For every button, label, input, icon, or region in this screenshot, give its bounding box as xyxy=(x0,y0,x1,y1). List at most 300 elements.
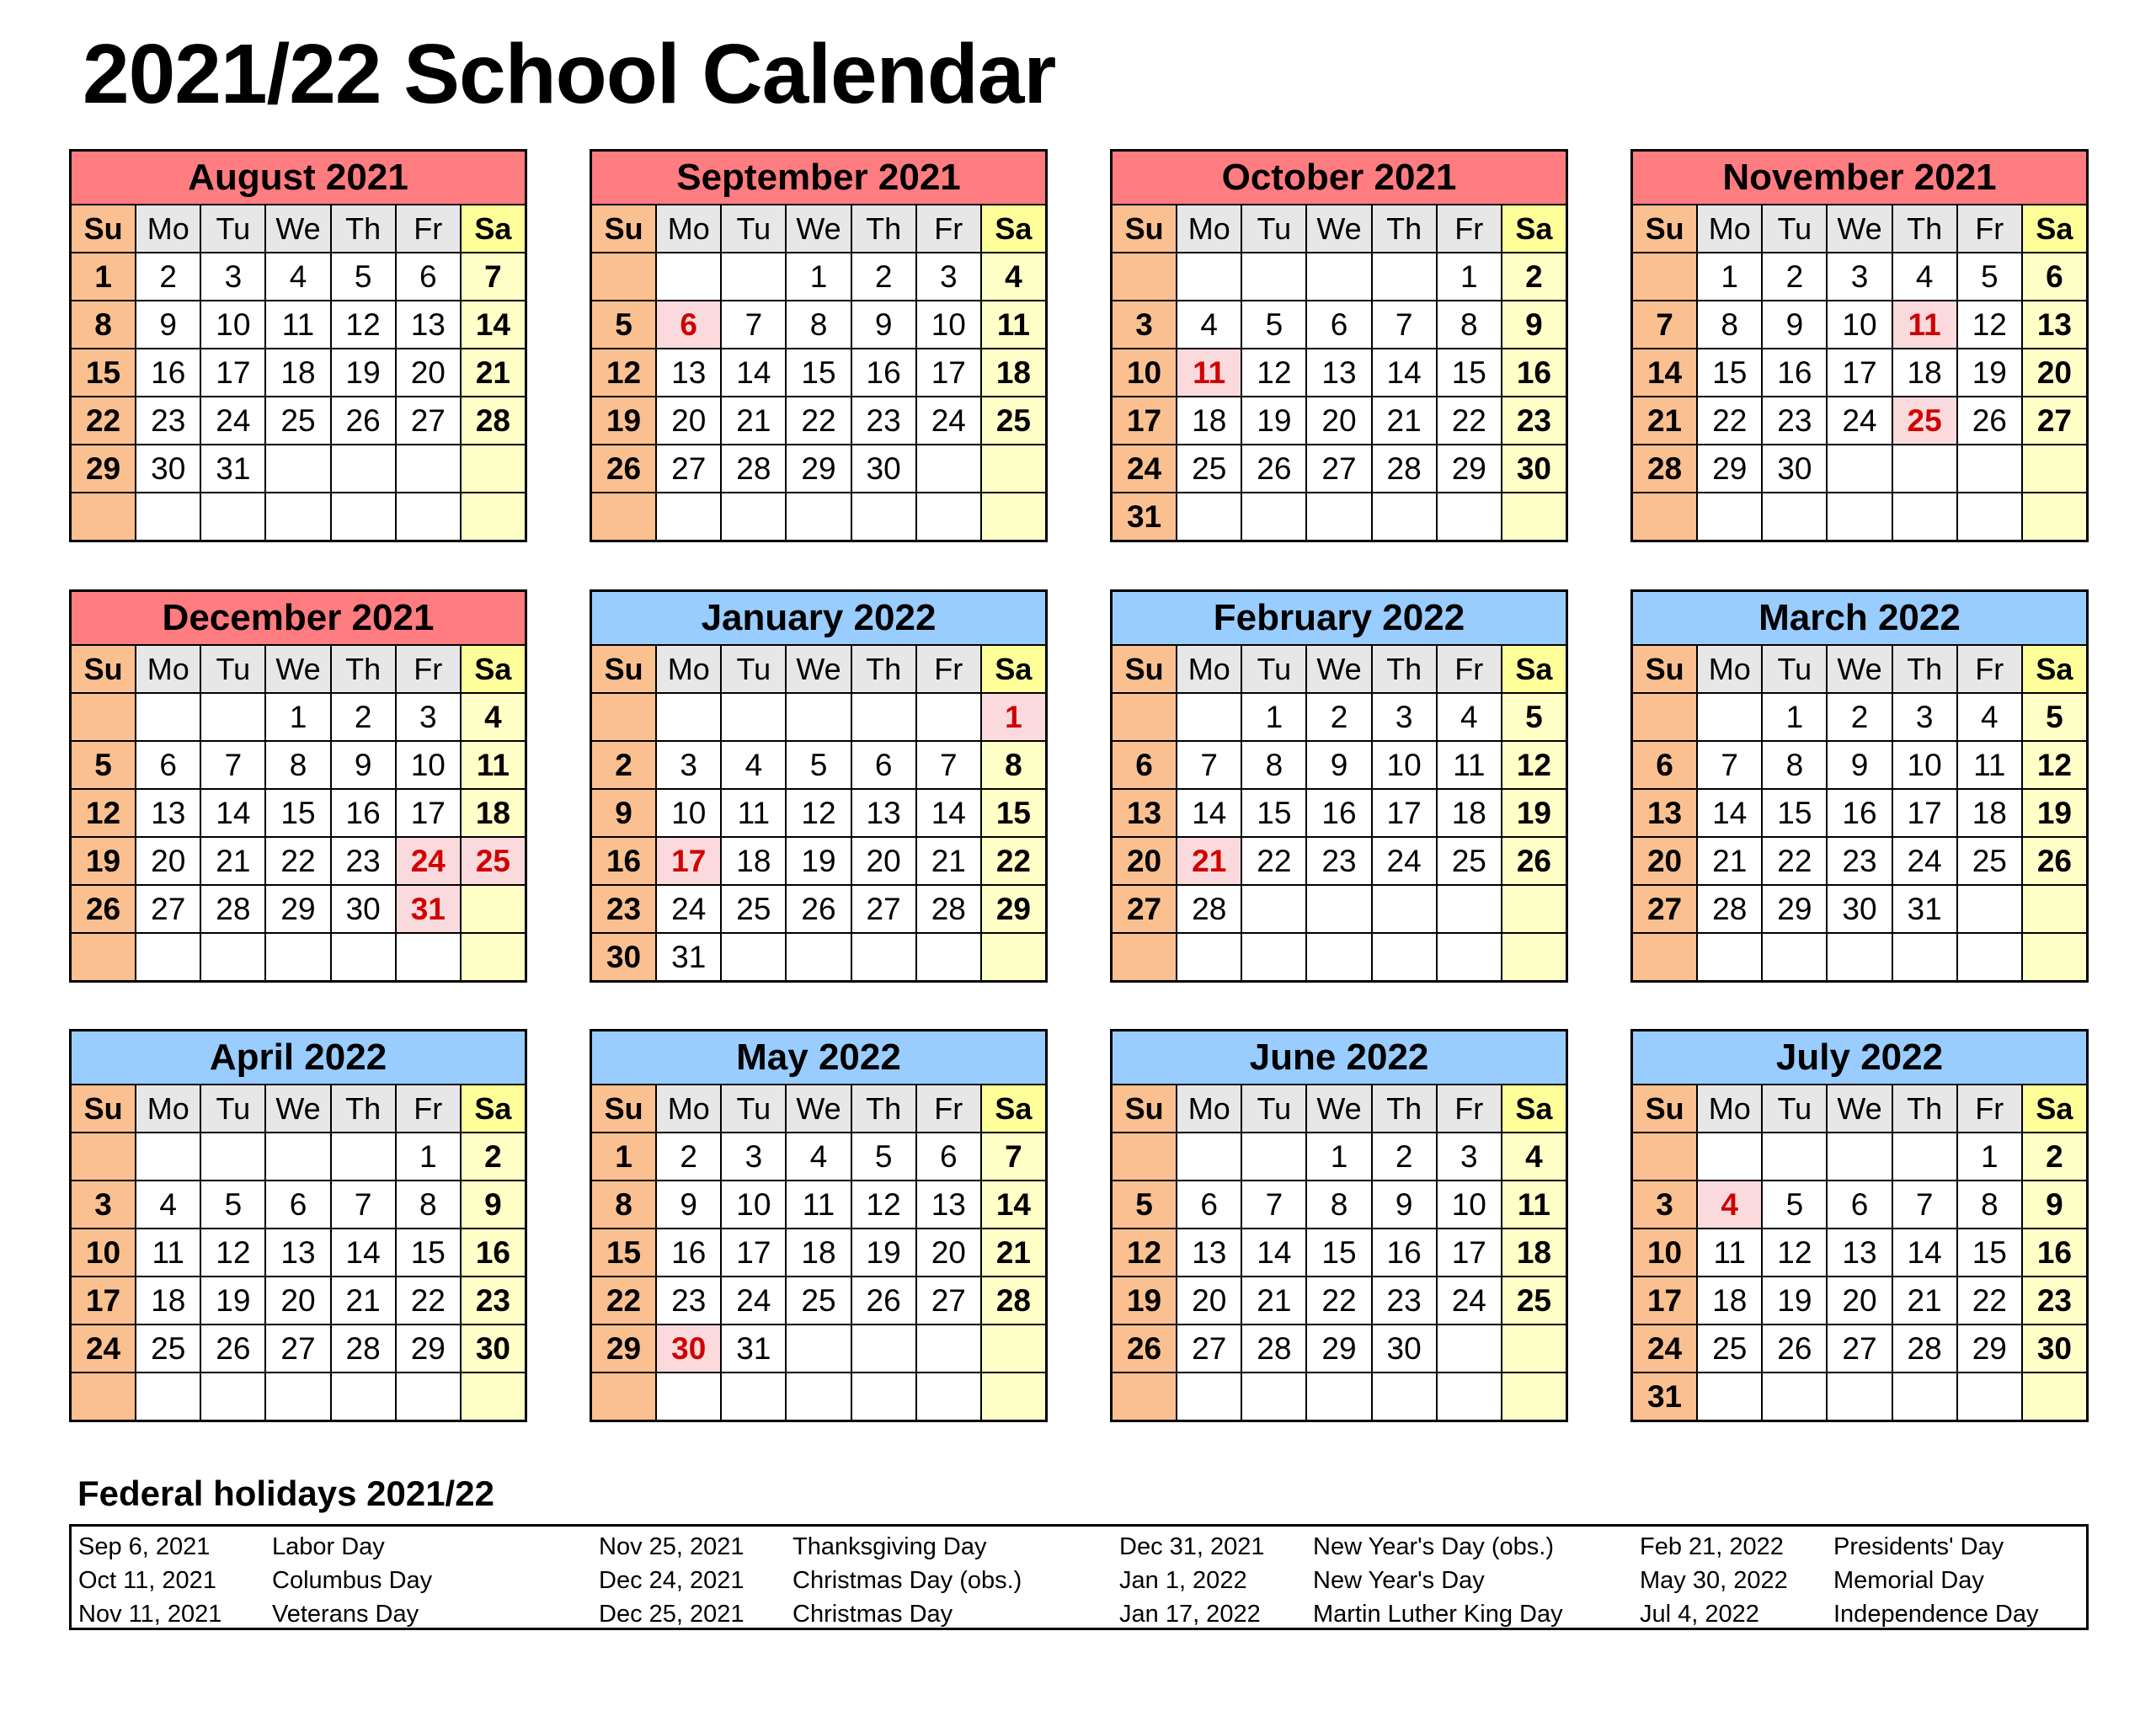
day-cell: 17 xyxy=(1113,397,1176,444)
day-cell: 21 xyxy=(1373,397,1436,444)
day-cell: 10 xyxy=(1633,1229,1696,1276)
day-cell: 11 xyxy=(136,1229,200,1276)
day-cell: 8 xyxy=(592,1181,655,1228)
day-cell: 27 xyxy=(397,397,460,444)
empty-day-cell xyxy=(722,694,785,740)
empty-day-cell xyxy=(1893,934,1956,980)
day-cell: 13 xyxy=(2023,301,2086,348)
day-cell: 19 xyxy=(1113,1277,1176,1324)
empty-day-cell xyxy=(1893,1373,1956,1420)
weekday-header: We xyxy=(1307,1085,1370,1132)
empty-day-cell xyxy=(1958,1373,2021,1420)
empty-day-cell xyxy=(1242,886,1305,932)
weekday-header: Su xyxy=(72,205,135,252)
day-cell: 6 xyxy=(1307,301,1370,348)
day-cell: 22 xyxy=(592,1277,655,1324)
day-cell: 12 xyxy=(201,1229,264,1276)
day-cell: 27 xyxy=(1307,445,1370,492)
holiday-row xyxy=(1119,1597,1563,1631)
holiday-row xyxy=(599,1597,1022,1631)
day-cell: 26 xyxy=(1763,1325,1826,1372)
empty-day-cell xyxy=(1177,493,1241,540)
day-cell: 30 xyxy=(1502,445,1566,492)
holiday-date: Sep 6, 2021 xyxy=(78,1532,211,1560)
day-cell: 13 xyxy=(852,790,915,836)
day-cell: 29 xyxy=(1958,1325,2021,1372)
empty-day-cell xyxy=(332,1373,395,1420)
empty-day-cell xyxy=(1763,1373,1826,1420)
empty-day-cell xyxy=(1242,493,1305,540)
day-cell: 7 xyxy=(1242,1181,1305,1228)
empty-day-cell xyxy=(136,1133,200,1180)
day-cell: 11 xyxy=(462,742,525,788)
day-cell: 4 xyxy=(1177,301,1241,348)
holiday-name: Columbus Day xyxy=(272,1566,433,1594)
day-cell: 2 xyxy=(852,253,915,300)
day-cell: 26 xyxy=(332,397,395,444)
weekday-header: Th xyxy=(332,205,395,252)
day-cell: 26 xyxy=(787,886,850,932)
day-cell: 24 xyxy=(1893,838,1956,884)
empty-day-cell xyxy=(1763,493,1826,540)
day-cell: 6 xyxy=(397,253,460,300)
day-cell: 21 xyxy=(1698,838,1761,884)
day-cell: 12 xyxy=(72,790,135,836)
day-cell: 22 xyxy=(266,838,329,884)
empty-day-cell xyxy=(1373,253,1436,300)
empty-day-cell xyxy=(722,493,785,540)
empty-day-cell xyxy=(852,1373,915,1420)
day-cell: 7 xyxy=(982,1133,1045,1180)
empty-day-cell xyxy=(1698,934,1761,980)
day-cell: 2 xyxy=(1763,253,1826,300)
day-cell: 22 xyxy=(1307,1277,1370,1324)
empty-day-cell xyxy=(1502,493,1566,540)
day-cell: 23 xyxy=(657,1277,720,1324)
weekday-header: We xyxy=(1828,646,1891,692)
day-cell: 27 xyxy=(2023,397,2086,444)
empty-day-cell xyxy=(722,1373,785,1420)
empty-day-cell xyxy=(1177,1133,1241,1180)
day-cell: 28 xyxy=(1242,1325,1305,1372)
holiday-date: Dec 25, 2021 xyxy=(599,1600,744,1628)
day-cell: 19 xyxy=(72,838,135,884)
day-cell: 5 xyxy=(2023,694,2086,740)
weekday-header: Su xyxy=(1113,646,1176,692)
day-cell: 13 xyxy=(136,790,200,836)
weekday-header: Sa xyxy=(462,646,525,692)
weekday-header: Th xyxy=(852,646,915,692)
day-cell: 12 xyxy=(592,349,655,396)
day-cell: 6 xyxy=(136,742,200,788)
day-cell: 8 xyxy=(787,301,850,348)
day-cell: 18 xyxy=(1438,790,1501,836)
empty-day-cell xyxy=(1438,934,1501,980)
day-cell: 30 xyxy=(592,934,655,980)
weekday-header: Mo xyxy=(657,1085,720,1132)
holiday-day-cell: 11 xyxy=(1177,349,1241,396)
day-cell: 3 xyxy=(657,742,720,788)
day-cell: 29 xyxy=(397,1325,460,1372)
day-cell: 1 xyxy=(1698,253,1761,300)
empty-day-cell xyxy=(1633,253,1696,300)
empty-day-cell xyxy=(1307,934,1370,980)
empty-day-cell xyxy=(72,694,135,740)
day-cell: 26 xyxy=(852,1277,915,1324)
day-cell: 4 xyxy=(722,742,785,788)
day-cell: 26 xyxy=(72,886,135,932)
day-cell: 16 xyxy=(2023,1229,2086,1276)
empty-day-cell xyxy=(136,493,200,540)
day-cell: 5 xyxy=(592,301,655,348)
holiday-name: Independence Day xyxy=(1833,1600,2039,1628)
day-cell: 4 xyxy=(1893,253,1956,300)
day-cell: 29 xyxy=(1438,445,1501,492)
month-title: December 2021 xyxy=(72,592,525,644)
day-cell: 27 xyxy=(136,886,200,932)
empty-day-cell xyxy=(1502,1373,1566,1420)
day-cell: 23 xyxy=(1763,397,1826,444)
empty-day-cell xyxy=(462,934,525,980)
day-cell: 31 xyxy=(1113,493,1176,540)
empty-day-cell xyxy=(852,694,915,740)
empty-day-cell xyxy=(787,493,850,540)
day-cell: 8 xyxy=(1958,1181,2021,1228)
day-cell: 15 xyxy=(1763,790,1826,836)
day-cell: 21 xyxy=(462,349,525,396)
day-cell: 19 xyxy=(2023,790,2086,836)
empty-day-cell xyxy=(852,1325,915,1372)
weekday-header: Sa xyxy=(2023,205,2086,252)
day-cell: 31 xyxy=(1893,886,1956,932)
weekday-header: Tu xyxy=(1763,205,1826,252)
empty-day-cell xyxy=(1893,445,1956,492)
day-cell: 25 xyxy=(722,886,785,932)
weekday-header: Su xyxy=(1633,1085,1696,1132)
empty-day-cell xyxy=(1113,1373,1176,1420)
day-cell: 24 xyxy=(1373,838,1436,884)
empty-day-cell xyxy=(787,934,850,980)
weekday-header: Fr xyxy=(1958,646,2021,692)
weekday-header: We xyxy=(266,646,329,692)
day-cell: 23 xyxy=(1502,397,1566,444)
day-cell: 25 xyxy=(1438,838,1501,884)
day-cell: 14 xyxy=(1893,1229,1956,1276)
empty-day-cell xyxy=(1502,886,1566,932)
day-cell: 7 xyxy=(1373,301,1436,348)
day-cell: 2 xyxy=(332,694,395,740)
day-cell: 11 xyxy=(1958,742,2021,788)
weekday-header: Sa xyxy=(462,205,525,252)
day-cell: 10 xyxy=(917,301,980,348)
empty-day-cell xyxy=(1958,493,2021,540)
day-cell: 26 xyxy=(1113,1325,1176,1372)
day-cell: 25 xyxy=(1698,1325,1761,1372)
day-cell: 8 xyxy=(982,742,1045,788)
day-cell: 26 xyxy=(1958,397,2021,444)
day-cell: 23 xyxy=(592,886,655,932)
holiday-date: May 30, 2022 xyxy=(1640,1566,1788,1594)
day-cell: 10 xyxy=(201,301,264,348)
weekday-header: Mo xyxy=(1698,1085,1761,1132)
empty-day-cell xyxy=(592,1373,655,1420)
day-cell: 21 xyxy=(982,1229,1045,1276)
weekday-header: Fr xyxy=(1958,205,2021,252)
empty-day-cell xyxy=(201,694,264,740)
day-cell: 28 xyxy=(1698,886,1761,932)
empty-day-cell xyxy=(917,1373,980,1420)
day-cell: 14 xyxy=(722,349,785,396)
day-cell: 24 xyxy=(1828,397,1891,444)
weekday-header: Mo xyxy=(657,205,720,252)
day-cell: 18 xyxy=(1502,1229,1566,1276)
day-cell: 21 xyxy=(201,838,264,884)
weekday-header: Tu xyxy=(1242,205,1305,252)
holiday-name: Thanksgiving Day xyxy=(792,1532,987,1560)
weekday-header: Su xyxy=(592,1085,655,1132)
empty-day-cell xyxy=(917,445,980,492)
day-cell: 13 xyxy=(1307,349,1370,396)
day-cell: 6 xyxy=(852,742,915,788)
day-cell: 1 xyxy=(1242,694,1305,740)
day-cell: 30 xyxy=(1828,886,1891,932)
day-cell: 11 xyxy=(1502,1181,1566,1228)
day-cell: 18 xyxy=(722,838,785,884)
empty-day-cell xyxy=(1307,886,1370,932)
day-cell: 3 xyxy=(1113,301,1176,348)
day-cell: 17 xyxy=(1438,1229,1501,1276)
empty-day-cell xyxy=(592,253,655,300)
holiday-row xyxy=(78,1564,432,1597)
day-cell: 11 xyxy=(982,301,1045,348)
day-cell: 2 xyxy=(1307,694,1370,740)
empty-day-cell xyxy=(1113,253,1176,300)
weekday-header: We xyxy=(787,1085,850,1132)
day-cell: 12 xyxy=(1113,1229,1176,1276)
day-cell: 28 xyxy=(917,886,980,932)
day-cell: 5 xyxy=(1242,301,1305,348)
month-calendar xyxy=(1630,1029,2089,1422)
day-cell: 9 xyxy=(1828,742,1891,788)
day-cell: 30 xyxy=(852,445,915,492)
empty-day-cell xyxy=(2023,886,2086,932)
day-cell: 8 xyxy=(1438,301,1501,348)
month-title: March 2022 xyxy=(1633,592,2086,644)
weekday-header: Fr xyxy=(1438,646,1501,692)
day-cell: 1 xyxy=(1763,694,1826,740)
day-cell: 21 xyxy=(722,397,785,444)
empty-day-cell xyxy=(1763,1133,1826,1180)
day-cell: 17 xyxy=(397,790,460,836)
holiday-name: Veterans Day xyxy=(272,1600,419,1628)
day-cell: 25 xyxy=(787,1277,850,1324)
empty-day-cell xyxy=(397,493,460,540)
day-cell: 9 xyxy=(462,1181,525,1228)
day-cell: 1 xyxy=(397,1133,460,1180)
weekday-header: Sa xyxy=(982,646,1045,692)
empty-day-cell xyxy=(397,1373,460,1420)
day-cell: 7 xyxy=(462,253,525,300)
day-cell: 15 xyxy=(1438,349,1501,396)
weekday-header: Mo xyxy=(1698,205,1761,252)
empty-day-cell xyxy=(1828,1133,1891,1180)
empty-day-cell xyxy=(397,445,460,492)
day-cell: 15 xyxy=(1958,1229,2021,1276)
empty-day-cell xyxy=(1242,1133,1305,1180)
holiday-row xyxy=(1640,1564,2038,1597)
day-cell: 4 xyxy=(1502,1133,1566,1180)
day-cell: 16 xyxy=(1828,790,1891,836)
day-cell: 18 xyxy=(1698,1277,1761,1324)
day-cell: 29 xyxy=(266,886,329,932)
weekday-header: Su xyxy=(1113,1085,1176,1132)
holiday-day-cell: 25 xyxy=(1893,397,1956,444)
holiday-name: Memorial Day xyxy=(1833,1566,1984,1594)
day-cell: 23 xyxy=(1373,1277,1436,1324)
day-cell: 13 xyxy=(657,349,720,396)
day-cell: 27 xyxy=(266,1325,329,1372)
day-cell: 28 xyxy=(1373,445,1436,492)
day-cell: 18 xyxy=(1958,790,2021,836)
day-cell: 15 xyxy=(592,1229,655,1276)
month-calendar xyxy=(590,1029,1048,1422)
day-cell: 2 xyxy=(136,253,200,300)
day-cell: 30 xyxy=(1373,1325,1436,1372)
day-cell: 9 xyxy=(2023,1181,2086,1228)
empty-day-cell xyxy=(1438,493,1501,540)
holiday-day-cell: 6 xyxy=(657,301,720,348)
holiday-name: New Year's Day xyxy=(1313,1566,1485,1594)
day-cell: 22 xyxy=(397,1277,460,1324)
day-cell: 13 xyxy=(397,301,460,348)
day-cell: 3 xyxy=(72,1181,135,1228)
day-cell: 22 xyxy=(1438,397,1501,444)
weekday-header: We xyxy=(266,1085,329,1132)
empty-day-cell xyxy=(1438,886,1501,932)
empty-day-cell xyxy=(852,934,915,980)
day-cell: 10 xyxy=(397,742,460,788)
day-cell: 1 xyxy=(592,1133,655,1180)
day-cell: 16 xyxy=(592,838,655,884)
weekday-header: We xyxy=(1307,646,1370,692)
empty-day-cell xyxy=(462,1373,525,1420)
empty-day-cell xyxy=(982,934,1045,980)
day-cell: 9 xyxy=(592,790,655,836)
day-cell: 25 xyxy=(266,397,329,444)
empty-day-cell xyxy=(266,445,329,492)
holiday-day-cell: 30 xyxy=(657,1325,720,1372)
day-cell: 21 xyxy=(917,838,980,884)
day-cell: 12 xyxy=(1242,349,1305,396)
month-calendar xyxy=(1630,149,2089,542)
day-cell: 15 xyxy=(72,349,135,396)
day-cell: 25 xyxy=(136,1325,200,1372)
day-cell: 14 xyxy=(332,1229,395,1276)
weekday-header: Tu xyxy=(1242,1085,1305,1132)
empty-day-cell xyxy=(1438,1325,1501,1372)
day-cell: 11 xyxy=(1698,1229,1761,1276)
month-calendar xyxy=(69,149,527,542)
holiday-row xyxy=(1119,1564,1563,1597)
day-cell: 25 xyxy=(982,397,1045,444)
empty-day-cell xyxy=(1242,1373,1305,1420)
day-cell: 23 xyxy=(462,1277,525,1324)
day-cell: 10 xyxy=(1113,349,1176,396)
day-cell: 3 xyxy=(1373,694,1436,740)
empty-day-cell xyxy=(266,493,329,540)
day-cell: 2 xyxy=(657,1133,720,1180)
weekday-header: Fr xyxy=(917,205,980,252)
day-cell: 19 xyxy=(1502,790,1566,836)
day-cell: 5 xyxy=(1958,253,2021,300)
empty-day-cell xyxy=(72,1133,135,1180)
empty-day-cell xyxy=(72,934,135,980)
month-calendar xyxy=(590,149,1048,542)
day-cell: 3 xyxy=(722,1133,785,1180)
empty-day-cell xyxy=(982,1325,1045,1372)
empty-day-cell xyxy=(917,1325,980,1372)
empty-day-cell xyxy=(1698,493,1761,540)
day-cell: 19 xyxy=(852,1229,915,1276)
month-title: November 2021 xyxy=(1633,152,2086,204)
day-cell: 22 xyxy=(982,838,1045,884)
holiday-date: Dec 31, 2021 xyxy=(1119,1532,1265,1560)
day-cell: 27 xyxy=(1177,1325,1241,1372)
weekday-header: Tu xyxy=(1763,646,1826,692)
day-cell: 9 xyxy=(1502,301,1566,348)
day-cell: 2 xyxy=(1828,694,1891,740)
day-cell: 6 xyxy=(1633,742,1696,788)
day-cell: 19 xyxy=(787,838,850,884)
weekday-header: Sa xyxy=(1502,1085,1566,1132)
empty-day-cell xyxy=(657,694,720,740)
day-cell: 4 xyxy=(787,1133,850,1180)
day-cell: 15 xyxy=(397,1229,460,1276)
day-cell: 28 xyxy=(1633,445,1696,492)
holiday-date: Oct 11, 2021 xyxy=(78,1566,216,1594)
day-cell: 10 xyxy=(1373,742,1436,788)
day-cell: 9 xyxy=(1307,742,1370,788)
day-cell: 24 xyxy=(722,1277,785,1324)
day-cell: 15 xyxy=(1307,1229,1370,1276)
empty-day-cell xyxy=(1438,1373,1501,1420)
day-cell: 15 xyxy=(1698,349,1761,396)
holiday-row xyxy=(1640,1597,2038,1631)
day-cell: 18 xyxy=(1177,397,1241,444)
day-cell: 16 xyxy=(1373,1229,1436,1276)
day-cell: 17 xyxy=(72,1277,135,1324)
weekday-header: Sa xyxy=(2023,1085,2086,1132)
day-cell: 24 xyxy=(201,397,264,444)
day-cell: 8 xyxy=(1698,301,1761,348)
weekday-header: Th xyxy=(1373,646,1436,692)
day-cell: 26 xyxy=(1242,445,1305,492)
day-cell: 6 xyxy=(1177,1181,1241,1228)
holiday-day-cell: 31 xyxy=(397,886,460,932)
day-cell: 4 xyxy=(1438,694,1501,740)
empty-day-cell xyxy=(787,1325,850,1372)
day-cell: 23 xyxy=(1828,838,1891,884)
month-title: April 2022 xyxy=(72,1031,525,1084)
day-cell: 7 xyxy=(722,301,785,348)
day-cell: 22 xyxy=(72,397,135,444)
federal-holidays-title: Federal holidays 2021/22 xyxy=(77,1474,494,1513)
empty-day-cell xyxy=(1633,934,1696,980)
month-calendar xyxy=(1110,589,1568,983)
weekday-header: Tu xyxy=(201,1085,264,1132)
day-cell: 18 xyxy=(982,349,1045,396)
empty-day-cell xyxy=(657,493,720,540)
